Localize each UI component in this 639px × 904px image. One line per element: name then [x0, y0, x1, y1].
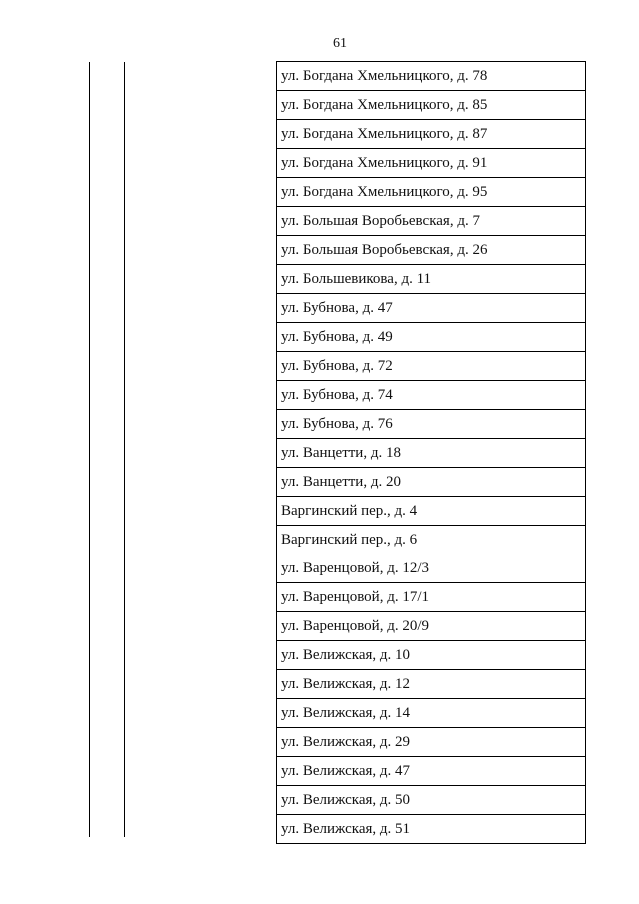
table-row [277, 294, 586, 323]
address-cell: ул. Ванцетти, д. 18 [277, 439, 586, 468]
table-row [277, 670, 586, 699]
table-row [277, 265, 586, 294]
address-cell: ул. Велижская, д. 47 [277, 757, 586, 786]
address-cell: ул. Ванцетти, д. 20 [277, 468, 586, 497]
table-row [277, 91, 586, 120]
table-row [277, 815, 586, 844]
table-row [277, 526, 586, 555]
address-cell: Варгинский пер., д. 6 [277, 526, 586, 555]
table-row [277, 728, 586, 757]
table-row [277, 178, 586, 207]
table-row [277, 410, 586, 439]
table-row [277, 207, 586, 236]
table-row [277, 641, 586, 670]
address-cell: ул. Бубнова, д. 72 [277, 352, 586, 381]
table-row [277, 439, 586, 468]
address-cell: ул. Богдана Хмельницкого, д. 78 [277, 62, 586, 91]
address-cell: ул. Богдана Хмельницкого, д. 87 [277, 120, 586, 149]
address-cell: ул. Велижская, д. 12 [277, 670, 586, 699]
address-cell: ул. Большая Воробьевская, д. 26 [277, 236, 586, 265]
address-cell: ул. Велижская, д. 51 [277, 815, 586, 844]
address-cell: ул. Богдана Хмельницкого, д. 95 [277, 178, 586, 207]
address-cell: ул. Велижская, д. 10 [277, 641, 586, 670]
address-cell: ул. Бубнова, д. 74 [277, 381, 586, 410]
address-cell: ул. Варенцовой, д. 12/3 [277, 554, 586, 583]
table-row [277, 381, 586, 410]
table-row [277, 62, 586, 91]
table-column-divider [124, 62, 125, 837]
address-cell: ул. Бубнова, д. 47 [277, 294, 586, 323]
table-row [277, 699, 586, 728]
table-row [277, 612, 586, 641]
table-row [277, 323, 586, 352]
address-table [276, 61, 586, 844]
address-cell: ул. Богдана Хмельницкого, д. 85 [277, 91, 586, 120]
address-cell: ул. Бубнова, д. 76 [277, 410, 586, 439]
table-row [277, 352, 586, 381]
address-cell: ул. Богдана Хмельницкого, д. 91 [277, 149, 586, 178]
address-cell: ул. Велижская, д. 14 [277, 699, 586, 728]
address-cell: ул. Варенцовой, д. 20/9 [277, 612, 586, 641]
table-row [277, 554, 586, 583]
table-left-border [89, 62, 90, 837]
table-row [277, 786, 586, 815]
table-row [277, 120, 586, 149]
table-row [277, 468, 586, 497]
table-row [277, 757, 586, 786]
address-cell: ул. Велижская, д. 50 [277, 786, 586, 815]
address-cell: ул. Варенцовой, д. 17/1 [277, 583, 586, 612]
address-cell: ул. Бубнова, д. 49 [277, 323, 586, 352]
address-cell: Варгинский пер., д. 4 [277, 497, 586, 526]
address-cell: ул. Велижская, д. 29 [277, 728, 586, 757]
table-row [277, 497, 586, 526]
address-cell: ул. Большая Воробьевская, д. 7 [277, 207, 586, 236]
page-number: 61 [333, 36, 347, 51]
address-cell: ул. Большевикова, д. 11 [277, 265, 586, 294]
table-row [277, 583, 586, 612]
table-row [277, 149, 586, 178]
table-row [277, 236, 586, 265]
